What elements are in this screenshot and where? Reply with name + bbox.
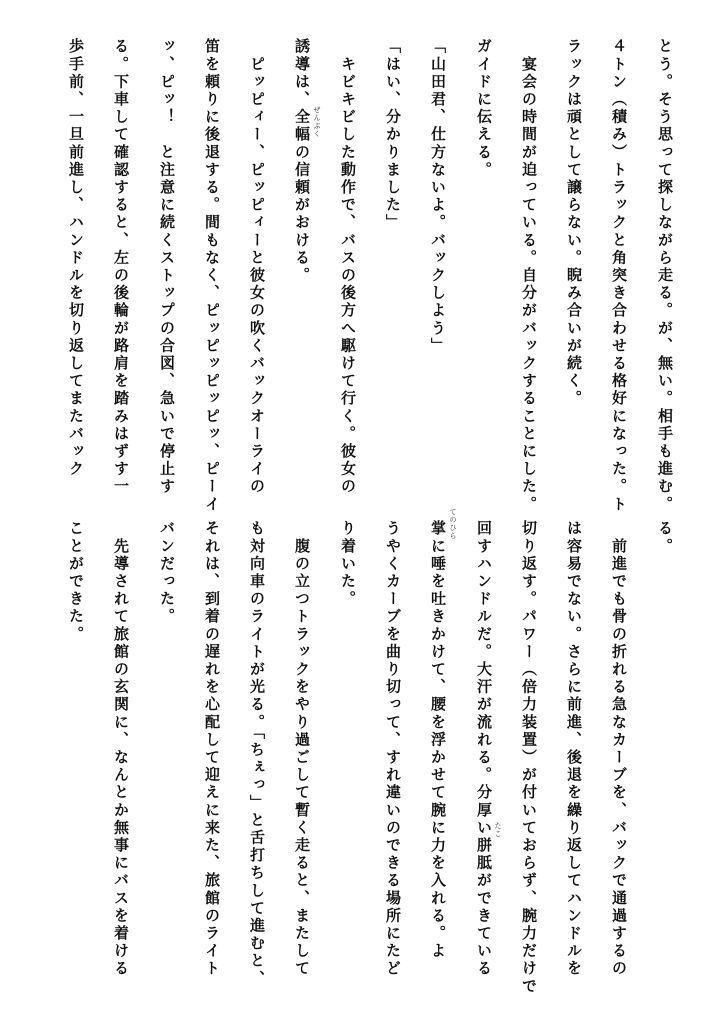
upper-line-13: る。下車して確認すると、左の後輪が路肩を踏みはずす一 (112, 38, 130, 496)
lower-line-3: は容易でない。さらに前進、後退を繰り返してハンドルを (565, 520, 583, 978)
upper-line-6: 「山田君、仕方ないよ。バックしよう」 (429, 38, 447, 355)
upper-line-3: ラックは頑として譲らない。睨み合いが続く。 (565, 38, 583, 408)
upper-line-11: 笛を頼りに後退する。間もなく、ピッピッピッピッ、ピーイ (203, 38, 221, 514)
lower-line-13: 先導されて旅館の玄関に、なんとか無事にバスを着ける (112, 520, 130, 978)
lower-line-4: 切り返す。パワー（倍力装置）が付いておらず、腕力だけで (520, 520, 538, 996)
lower-line-14: ことができた。 (67, 520, 85, 644)
upper-line-10: ピッピィー、ピッピィーと彼女の吹くバックオーライの (248, 38, 266, 496)
upper-line-7: 「はい、分かりました」 (384, 38, 402, 232)
lower-line-11: それは、到着の遅れを心配して迎えに来た、旅館のライト (203, 520, 221, 978)
upper-line-12: ッ、ピッ！ と注意に続くストップの合図、急いで停止す (158, 38, 176, 496)
lower-line-7: うやくカーブを曲り切って、すれ違いのできる場所にたど (384, 520, 402, 978)
lower-line-9: 腹の立つトラックをやり過ごして暫く走ると、またして (293, 520, 311, 978)
upper-line-5: ガイドに伝える。 (475, 38, 493, 179)
lower-line-10: も対向車のライトが光る。「ちぇっ」と舌打ちして進むと、 (248, 520, 266, 988)
lower-line-6: 掌に唾を吐きかけて、腰を浮かせて腕に力を入れる。よ (429, 520, 447, 960)
furigana-zenpuku: ぜんぷく (313, 106, 321, 138)
upper-line-1: とう。そう思って探しながら走る。が、無い。相手も進む。 (656, 38, 674, 514)
furigana-tenohira: てのひら (449, 508, 457, 540)
lower-line-8: り着いた。 (339, 520, 357, 608)
furigana-tako: たこ (494, 822, 502, 838)
lower-line-1: る。 (656, 520, 674, 556)
lower-line-5: 回すハンドルだ。大汗が流れる。分厚い胼胝ができている (475, 520, 493, 978)
upper-line-2: ４トン（積み）トラックと角突き合わせる格好になった。ト (610, 38, 628, 514)
lower-line-2: 前進でも骨の折れる急なカーブを、バックで通過するの (610, 520, 628, 978)
upper-line-4: 宴会の時間が迫っている。自分がバックすることにした。 (520, 38, 538, 514)
upper-line-9: 誘導は、全幅の信頼がおける。 (293, 38, 311, 285)
upper-line-14: 歩手前、一旦前進し、ハンドルを切り返してまたバック (67, 38, 85, 478)
upper-line-8: キビキビした動作で、バスの後方へ駆けて行く。彼女の (339, 38, 357, 496)
lower-line-12: バンだった。 (158, 520, 176, 626)
